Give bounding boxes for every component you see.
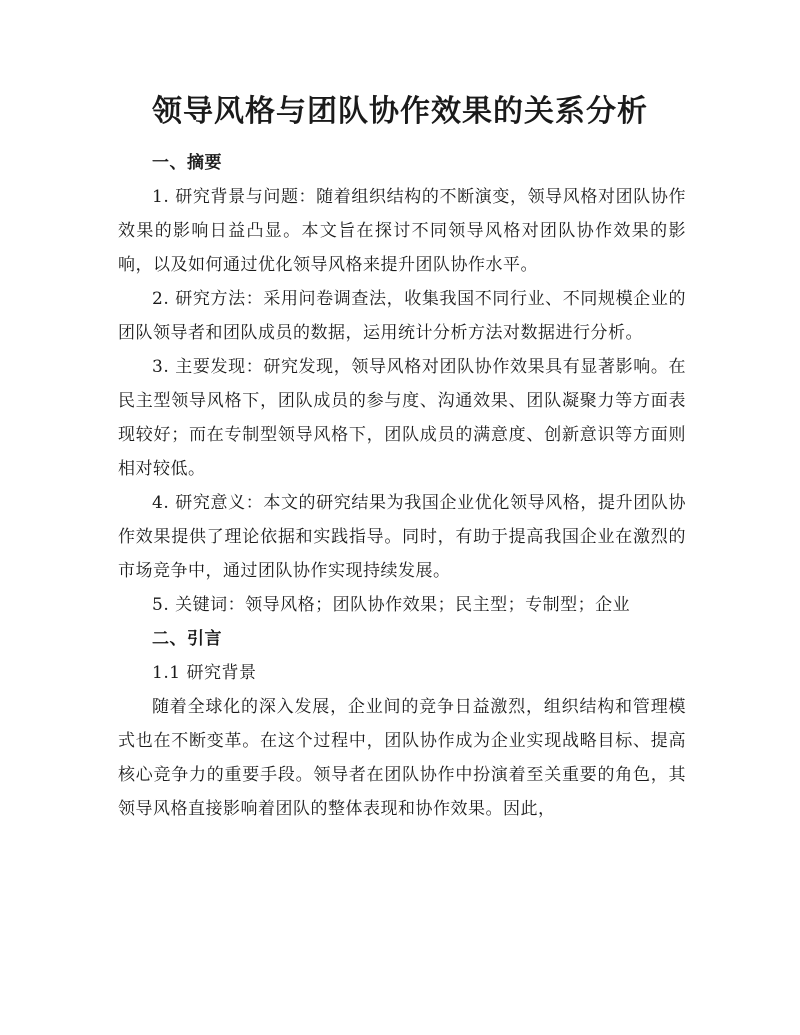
document-title: 领导风格与团队协作效果的关系分析: [152, 94, 648, 129]
abstract-paragraph-findings: 3. 主要发现：研究发现，领导风格对团队协作效果具有显著影响。在民主型领导风格下，团队成员的参与度、沟通效果、团队凝聚力等方面表现较好；而在专制型领导风格下，团队成员的满意度、创新意识等方面则相对较低。: [118, 357, 686, 479]
document-body: [118, 146, 686, 826]
subsection-heading-background: 1.1 研究背景: [152, 663, 257, 683]
introduction-paragraph: 随着全球化的深入发展，企业间的竞争日益激烈，组织结构和管理模式也在不断变革。在这个过程中，团队协作成为企业实现战略目标、提高核心竞争力的重要手段。领导者在团队协作中扮演着至关重要的角色，其领导风格直接影响着团队的整体表现和协作效果。因此，: [118, 697, 686, 819]
abstract-paragraph-keywords: 5. 关键词：领导风格；团队协作效果；民主型；专制型；企业: [152, 595, 631, 615]
abstract-paragraph-significance: 4. 研究意义：本文的研究结果为我国企业优化领导风格，提升团队协作效果提供了理论依据和实践指导。同时，有助于提高我国企业在激烈的市场竞争中，通过团队协作实现持续发展。: [118, 493, 686, 581]
section-heading-introduction: 二、引言: [152, 629, 222, 649]
abstract-paragraph-method: 2. 研究方法：采用问卷调查法，收集我国不同行业、不同规模企业的团队领导者和团队成员的数据，运用统计分析方法对数据进行分析。: [118, 289, 686, 343]
abstract-paragraph-background: 1. 研究背景与问题：随着组织结构的不断演变，领导风格对团队协作效果的影响日益凸显。本文旨在探讨不同领导风格对团队协作效果的影响，以及如何通过优化领导风格来提升团队协作水平。: [118, 187, 686, 275]
section-heading-abstract: 一、摘要: [152, 153, 222, 173]
